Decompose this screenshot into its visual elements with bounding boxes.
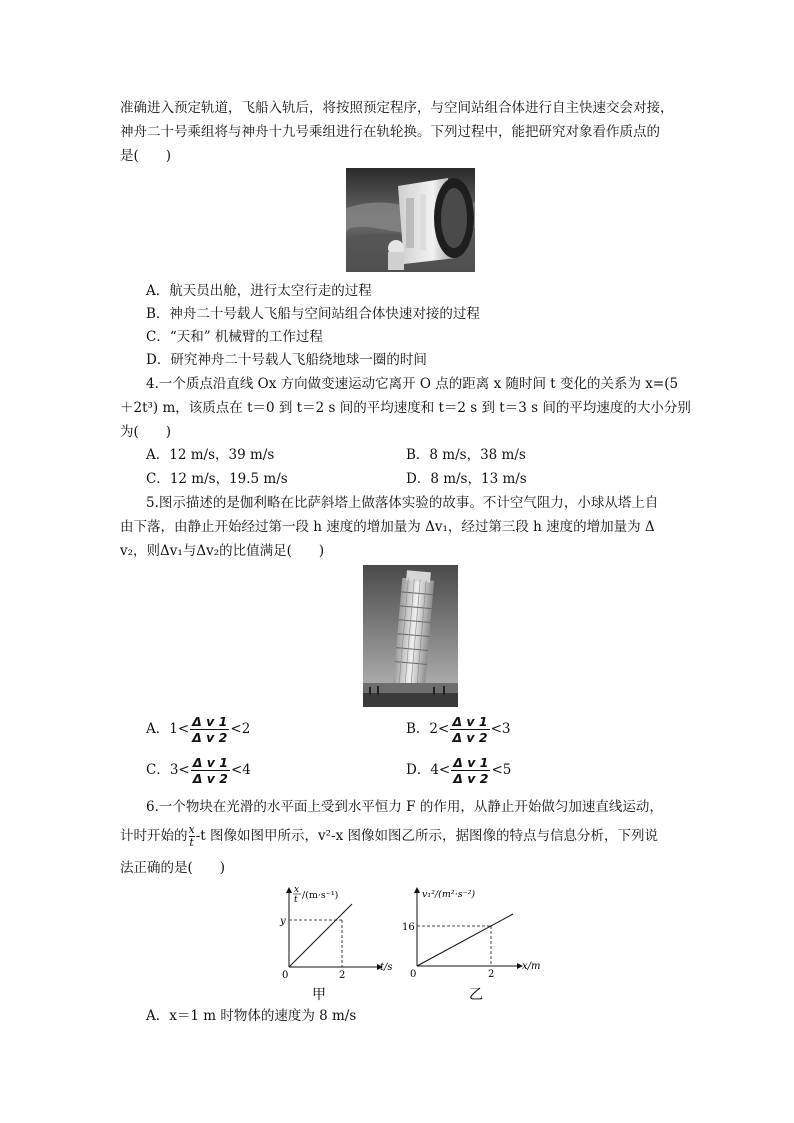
q3-stem-line2: 神舟二十号乘组将与神舟十九号乘组进行在轨轮换。下列过程中，能把研究对象看作质点的 xyxy=(120,124,660,140)
q6-stem-line2: 计时开始的 $\frac{x}{t}$ -t 图像如图甲所示，v²-x 图像如图乙所示，据图像的特点与信息分析，下列说 xyxy=(120,823,659,849)
q4-option-b: B．8 m/s，38 m/s xyxy=(406,447,526,463)
q3-option-b: B．神舟二十号载人飞船与空间站组合体快速对接的过程 xyxy=(146,306,480,322)
q4-option-a: A．12 m/s，39 m/s xyxy=(146,447,275,463)
q5-stem-line3: v₂，则Δv₁与Δv₂的比值满足( ) xyxy=(120,543,325,559)
q5-option-d: D．4< $\frac{\text{Δ v 1}}{\text{Δ v 2}}$ <5 xyxy=(406,755,512,786)
q3-option-d: D．研究神舟二十号载人飞船绕地球一圈的时间 xyxy=(146,352,427,368)
x-tick: 2 xyxy=(488,969,495,980)
q5-option-a: A．1< $\frac{\text{Δ v 1}}{\text{Δ v 2}}$ <2 xyxy=(146,714,251,745)
spacecraft-photo xyxy=(346,168,475,272)
q3-stem-line3: 是( ) xyxy=(120,148,172,164)
q6-option-a: A．x＝1 m 时物体的速度为 8 m/s xyxy=(146,1008,357,1024)
x-axis-label: t/s xyxy=(380,962,393,973)
data-line xyxy=(417,914,513,966)
y-label-frac-den: t xyxy=(294,895,298,905)
pisa-tower-photo xyxy=(363,565,458,707)
delta-v-ratio: $\frac{\text{Δ v 1}}{\text{Δ v 2}}$ xyxy=(452,714,488,745)
x-over-t-fraction: $\frac{x}{t}$ xyxy=(188,823,195,849)
delta-v-ratio: $\frac{\text{Δ v 1}}{\text{Δ v 2}}$ xyxy=(192,755,228,786)
delta-v-ratio: $\frac{\text{Δ v 1}}{\text{Δ v 2}}$ xyxy=(453,755,489,786)
graph-jia xyxy=(272,882,402,1002)
origin-label: 0 xyxy=(282,970,289,981)
q5-stem-line1: 5.图示描述的是伽利略在比萨斜塔上做落体实验的故事。不计空气阻力，小球从塔上自 xyxy=(146,495,659,511)
q3-option-c: C．“天和” 机械臂的工作过程 xyxy=(146,329,323,345)
y-tick: y xyxy=(280,916,286,927)
q6-stem-line1: 6.一个物块在光滑的水平面上受到水平恒力 F 的作用，从静止开始做匀加速直线运动， xyxy=(146,799,663,815)
x-tick: 2 xyxy=(339,970,346,981)
q3-option-a: A．航天员出舱，进行太空行走的过程 xyxy=(146,283,372,299)
q6-stem-line3: 法正确的是( ) xyxy=(120,860,226,876)
q4-stem-line3: 为( ) xyxy=(120,424,172,440)
caption-jia: 甲 xyxy=(312,987,326,1002)
y-axis-label: /(m·s⁻¹) xyxy=(302,890,339,901)
caption-yi: 乙 xyxy=(469,987,483,1002)
q5-option-b: B．2< $\frac{\text{Δ v 1}}{\text{Δ v 2}}$ <3 xyxy=(406,714,511,745)
delta-v-ratio: $\frac{\text{Δ v 1}}{\text{Δ v 2}}$ xyxy=(192,714,228,745)
y-label-frac-num: x xyxy=(294,885,300,895)
origin-label: 0 xyxy=(410,969,417,980)
q4-option-c: C．12 m/s，19.5 m/s xyxy=(146,471,288,487)
q4-stem-line1: 4.一个质点沿直线 Ox 方向做变速运动它离开 O 点的距离 x 随时间 t 变化的关系为 x=(5 xyxy=(146,376,679,392)
y-axis-label: v₁²/(m²·s⁻²) xyxy=(422,889,476,900)
q3-stem-line1: 准确进入预定轨道，飞船入轨后，将按照预定程序，与空间站组合体进行自主快速交会对接， xyxy=(120,100,674,116)
q5-stem-line2: 由下落，由静止开始经过第一段 h 速度的增加量为 Δv₁，经过第三段 h 速度的增加量为 Δ xyxy=(120,519,655,535)
q5-option-c: C．3< $\frac{\text{Δ v 1}}{\text{Δ v 2}}$ <4 xyxy=(146,755,251,786)
data-line xyxy=(289,904,352,967)
y-tick: 16 xyxy=(402,922,415,933)
x-axis-label: x/m xyxy=(522,961,541,972)
q4-stem-line2: ＋2t³) m，该质点在 t＝0 到 t＝2 s 间的平均速度和 t＝2 s 到 t＝3 s 间的平均速度的大小分别 xyxy=(120,400,691,416)
q4-option-d: D．8 m/s，13 m/s xyxy=(406,471,527,487)
graph-yi xyxy=(402,882,552,1002)
